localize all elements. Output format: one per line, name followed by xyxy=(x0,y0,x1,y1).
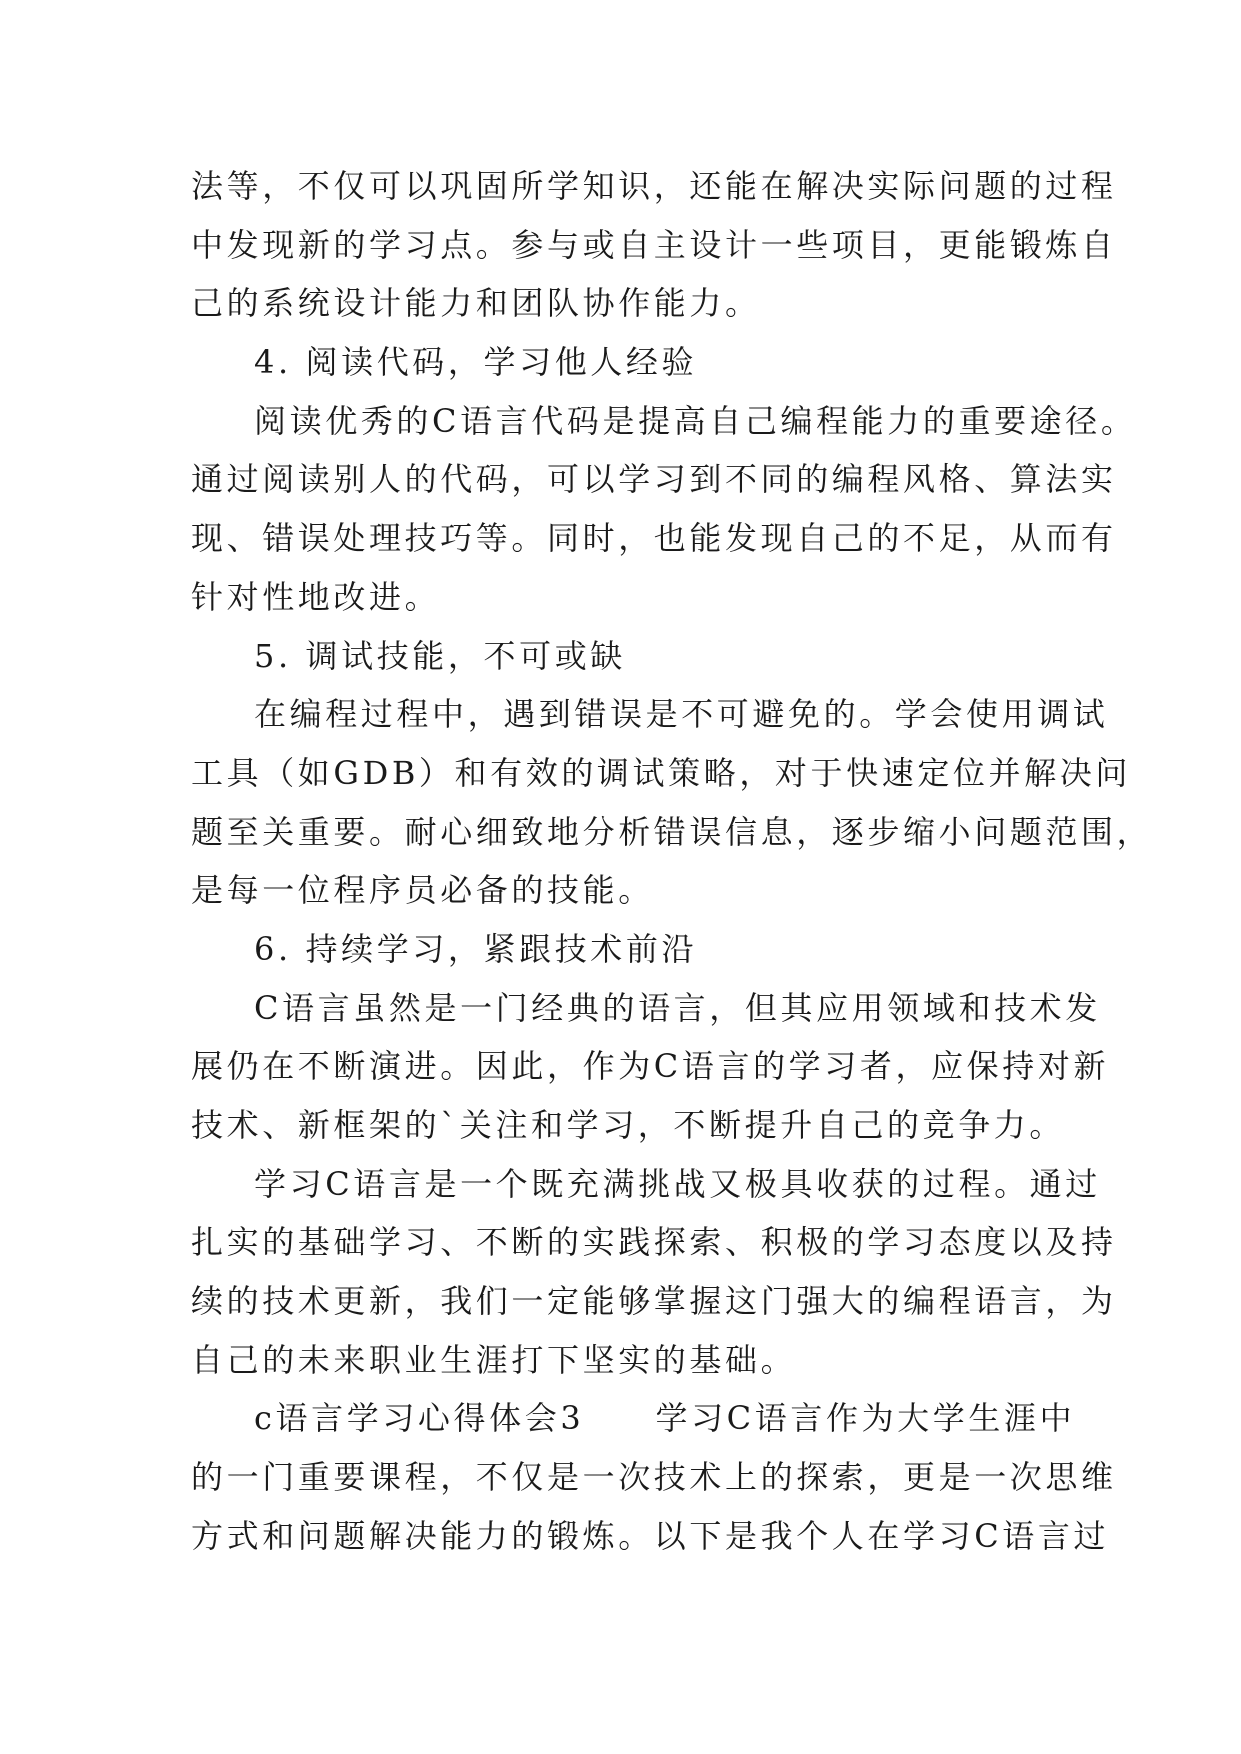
text-line: 5. 调试技能，不可或缺 xyxy=(254,636,626,675)
document-body-text xyxy=(191,157,1153,1566)
text-line: 工具（如GDB）和有效的调试策略，对于快速定位并解决问 xyxy=(191,753,1131,792)
text-line: 技术、新框架的`关注和学习，不断提升自己的竞争力。 xyxy=(191,1106,1066,1144)
text-line: 学习C语言是一个既充满挑战又极具收获的过程。通过 xyxy=(254,1164,1101,1203)
text-line: 现、错误处理技巧等。同时，也能发现自己的不足，从而有 xyxy=(191,519,1117,558)
text-line: 阅读优秀的C语言代码是提高自己编程能力的重要途径。 xyxy=(254,401,1137,440)
text-line: 针对性地改进。 xyxy=(191,577,441,616)
text-line: 法等，不仅可以巩固所学知识，还能在解决实际问题的过程 xyxy=(191,167,1117,205)
text-line: 的一门重要课程，不仅是一次技术上的探索，更是一次思维 xyxy=(191,1458,1117,1497)
text-line: 在编程过程中，遇到错误是不可避免的。学会使用调试 xyxy=(254,695,1109,734)
text-line: 己的系统设计能力和团队协作能力。 xyxy=(191,284,761,323)
text-line: 中发现新的学习点。参与或自主设计一些项目，更能锻炼自 xyxy=(191,225,1117,264)
text-line: c语言学习心得体会3 学习C语言作为大学生涯中 xyxy=(254,1399,1076,1438)
text-line: 方式和问题解决能力的锻炼。以下是我个人在学习C语言过 xyxy=(191,1516,1110,1555)
text-line: 续的技术更新，我们一定能够掌握这门强大的编程语言，为 xyxy=(191,1282,1117,1321)
text-line: 通过阅读别人的代码，可以学习到不同的编程风格、算法实 xyxy=(191,460,1117,499)
text-line: 6. 持续学习，紧跟技术前沿 xyxy=(254,929,698,968)
text-line: 4. 阅读代码，学习他人经验 xyxy=(254,343,698,382)
text-line: 扎实的基础学习、不断的实践探索、积极的学习态度以及持 xyxy=(191,1223,1117,1262)
text-line: 自己的未来职业生涯打下坚实的基础。 xyxy=(191,1340,797,1379)
text-line: 展仍在不断演进。因此，作为C语言的学习者，应保持对新 xyxy=(191,1047,1110,1086)
text-line: C语言虽然是一门经典的语言，但其应用领域和技术发 xyxy=(254,988,1101,1027)
text-line: 题至关重要。耐心细致地分析错误信息，逐步缩小问题范围， xyxy=(191,812,1153,851)
text-line: 是每一位程序员必备的技能。 xyxy=(191,871,654,910)
